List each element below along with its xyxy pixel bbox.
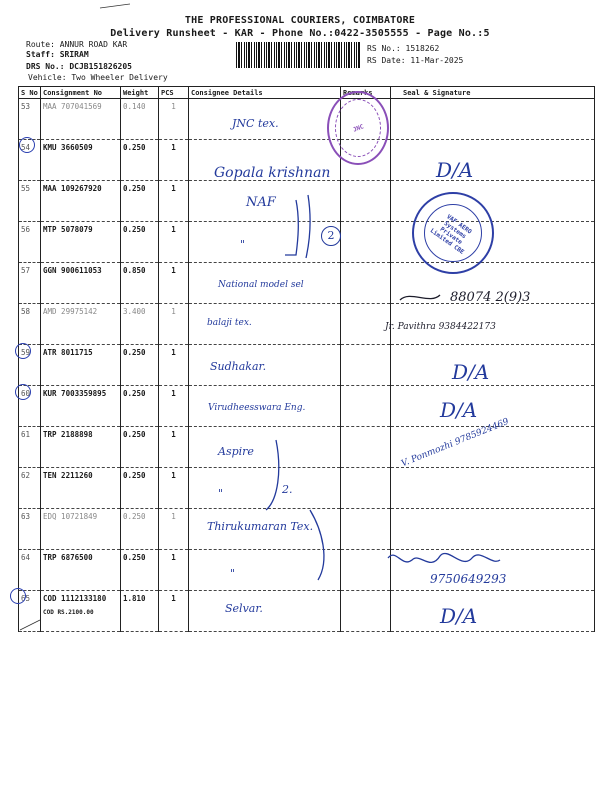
company-title: THE PROFESSIONAL COURIERS, COIMBATORE [184,15,416,26]
cell-sno: 63 [19,509,41,550]
cell-pcs: 1 [159,304,189,345]
staff-line: Staff: SRIRAM [26,50,89,59]
runsheet-subtitle: Delivery Runsheet - KAR - Phone No.:0422-3505555 - Page No.:5 [110,28,490,39]
cell-pcs: 1 [159,222,189,263]
hw-r65-consignee: Selvar. [225,602,263,615]
cell-weight: 0.140 [121,99,159,140]
cell-consignment: TRP 6876500 [41,550,121,591]
cell-pcs: 1 [159,345,189,386]
col-sno: S No [19,87,41,99]
cell-weight: 0.250 [121,181,159,222]
cell-pcs: 1 [159,468,189,509]
cell-consignment: TRP 2188898 [41,427,121,468]
col-pcs: PCS [159,87,189,99]
cell-pcs: 1 [159,181,189,222]
cell-pcs: 1 [159,140,189,181]
col-weight: Weight [121,87,159,99]
cell-sno: 60 [19,386,41,427]
cell-weight: 0.250 [121,222,159,263]
cell-weight: 0.250 [121,345,159,386]
cell-sno: 59 [19,345,41,386]
cell-weight: 0.250 [121,386,159,427]
cell-consignment: AMD 29975142 [41,304,121,345]
cell-pcs: 1 [159,591,189,632]
hw-r56-ditto: " [240,238,246,251]
hw-r64-phone: 9750649293 [430,572,507,586]
cell-pcs: 1 [159,99,189,140]
col-consignment: Consignment No [41,87,121,99]
cell-consignment: TEN 2211260 [41,468,121,509]
hw-r59-consignee: Sudhakar. [210,360,267,373]
cell-sno: 54 [19,140,41,181]
hw-r62-count: 2. [282,483,293,496]
hw-r64-ditto: " [230,567,236,580]
hw-r55-consignee: NAF [246,195,276,210]
cell-pcs: 1 [159,550,189,591]
cell-weight: 1.810 [121,591,159,632]
cell-weight: 3.400 [121,304,159,345]
cell-weight: 0.250 [121,468,159,509]
vaf-aero-seal-stamp: VAF AERO Systems Private Limited CBE [412,192,494,274]
cell-consignment: GGN 900611053 [41,263,121,304]
col-consignee: Consignee Details [189,87,341,99]
cell-weight: 0.250 [121,550,159,591]
hw-r62-ditto: " [218,487,224,500]
cell-weight: 0.250 [121,509,159,550]
cell-pcs: 1 [159,509,189,550]
hw-r54-consignee: Gopala krishnan [214,165,331,181]
hw-r63-consignee: Thirukumaran Tex. [207,520,314,533]
cell-consignment: COD 1112133180 COD RS.2100.00 [41,591,121,632]
hw-r58-phone-2: Jr. Pavithra 9384422173 [385,322,496,332]
cell-sno: 57 [19,263,41,304]
rs-date-line: RS Date: 11-Mar-2025 [367,56,464,65]
col-remarks: Remarks [341,87,391,99]
cell-sno: 62 [19,468,41,509]
hw-r60-signature: D/A [440,398,478,422]
vehicle-value: Two Wheeler Delivery [71,73,168,82]
cell-consignment: MAA 109267920 [41,181,121,222]
route-line: Route: ANNUR ROAD KAR [26,40,128,49]
drs-value: DCJB151826205 [69,62,132,71]
cell-consignment: KUR 7003359895 [41,386,121,427]
rs-date-value: 11-Mar-2025 [410,56,464,65]
hw-r65-signature: D/A [440,604,478,628]
cell-sno: 61 [19,427,41,468]
hw-r58-consignee: balaji tex. [207,318,252,328]
rs-no-line: RS No.: 1518262 [367,44,440,53]
cell-sno: 65 [19,591,41,632]
cell-weight: 0.250 [121,427,159,468]
hw-r62-signature: V. Ponmozhi 9785924469 [400,416,511,470]
hw-r56-count: 2 [321,226,341,246]
cell-sno: 64 [19,550,41,591]
col-seal: Seal & Signature [391,87,595,99]
cell-consignment: MTP 5078079 [41,222,121,263]
hw-r54-signature: D/A [436,158,474,182]
hw-r57-consignee: National model sel [218,280,304,290]
hw-r59-signature: D/A [452,360,490,384]
hw-r61-consignee: Aspire [218,445,254,458]
route-value: ANNUR ROAD KAR [59,40,128,49]
cell-sno: 53 [19,99,41,140]
cell-consignment: ATR 8011715 [41,345,121,386]
cell-pcs: 1 [159,427,189,468]
drs-line: DRS No.: DCJB151826205 [26,62,132,71]
hw-r53-consignee: JNC tex. [232,117,279,130]
vehicle-line: Vehicle: Two Wheeler Delivery [28,73,168,82]
hw-r60-consignee: Virudheesswara Eng. [208,403,306,413]
cell-sno: 58 [19,304,41,345]
staff-value: SRIRAM [59,50,89,59]
cell-sno: 56 [19,222,41,263]
cell-pcs: 1 [159,386,189,427]
cell-consignment: MAA 707041569 [41,99,121,140]
cell-consignment: KMU 3660509 [41,140,121,181]
purple-company-stamp: JNC [327,91,389,165]
cell-weight: 0.850 [121,263,159,304]
cod-amount: COD RS.2100.00 [43,609,94,616]
hw-r58-phone-1: 88074 2(9)3 [450,290,531,305]
cell-pcs: 1 [159,263,189,304]
cell-sno: 55 [19,181,41,222]
cell-weight: 0.250 [121,140,159,181]
cell-consignment: EDQ 10721849 [41,509,121,550]
rs-no-value: 1518262 [405,44,440,53]
